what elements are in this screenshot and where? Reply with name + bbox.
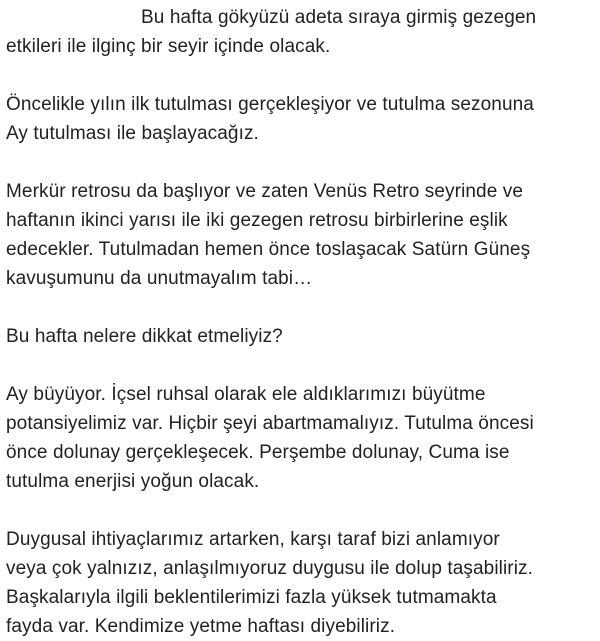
paragraph-emotional-needs: Duygusal ihtiyaçlarımız artarken, karşı taraf bizi anlamıyor veya çok yalnızız, anlaşılmıyoruz duygusu ile dolup taşabiliriz. Başkalarıyla ilgili beklentilerimizi fazla yüksek tutmamakta fayda var. Kendimize yetme haftası diyebiliriz. — [6, 529, 534, 637]
paragraph-question: Bu hafta nelere dikkat etmeliyiz? — [6, 326, 283, 347]
paragraph-eclipse: Öncelikle yılın ilk tutulması gerçekleşiyor ve tutulma sezonuna Ay tutulması ile başlayacağız. — [6, 94, 534, 144]
paragraph-intro: Bu hafta gökyüzü adeta sıraya girmiş gezegen etkileri ile ilginç bir seyir içinde olacak. — [6, 7, 537, 57]
paragraph-moon-growing: Ay büyüyor. İçsel ruhsal olarak ele aldıklarımızı büyütme potansiyelimiz var. Hiçbir şeyi abartmamalıyız. Tutulma öncesi önce dolunay gerçekleşecek. Perşembe dolunay, Cuma ise tutulma enerjisi yoğun olacak. — [6, 384, 534, 492]
paragraph-mercury-retro: Merkür retrosu da başlıyor ve zaten Venüs Retro seyrinde ve haftanın ikinci yarısı ile iki gezegen retrosu birbirlerine eşlik edecekler. Tutulmadan hemen önce toslaşacak Satürn Güneş kavuşumunu da unutmayalım tabi… — [6, 181, 531, 289]
